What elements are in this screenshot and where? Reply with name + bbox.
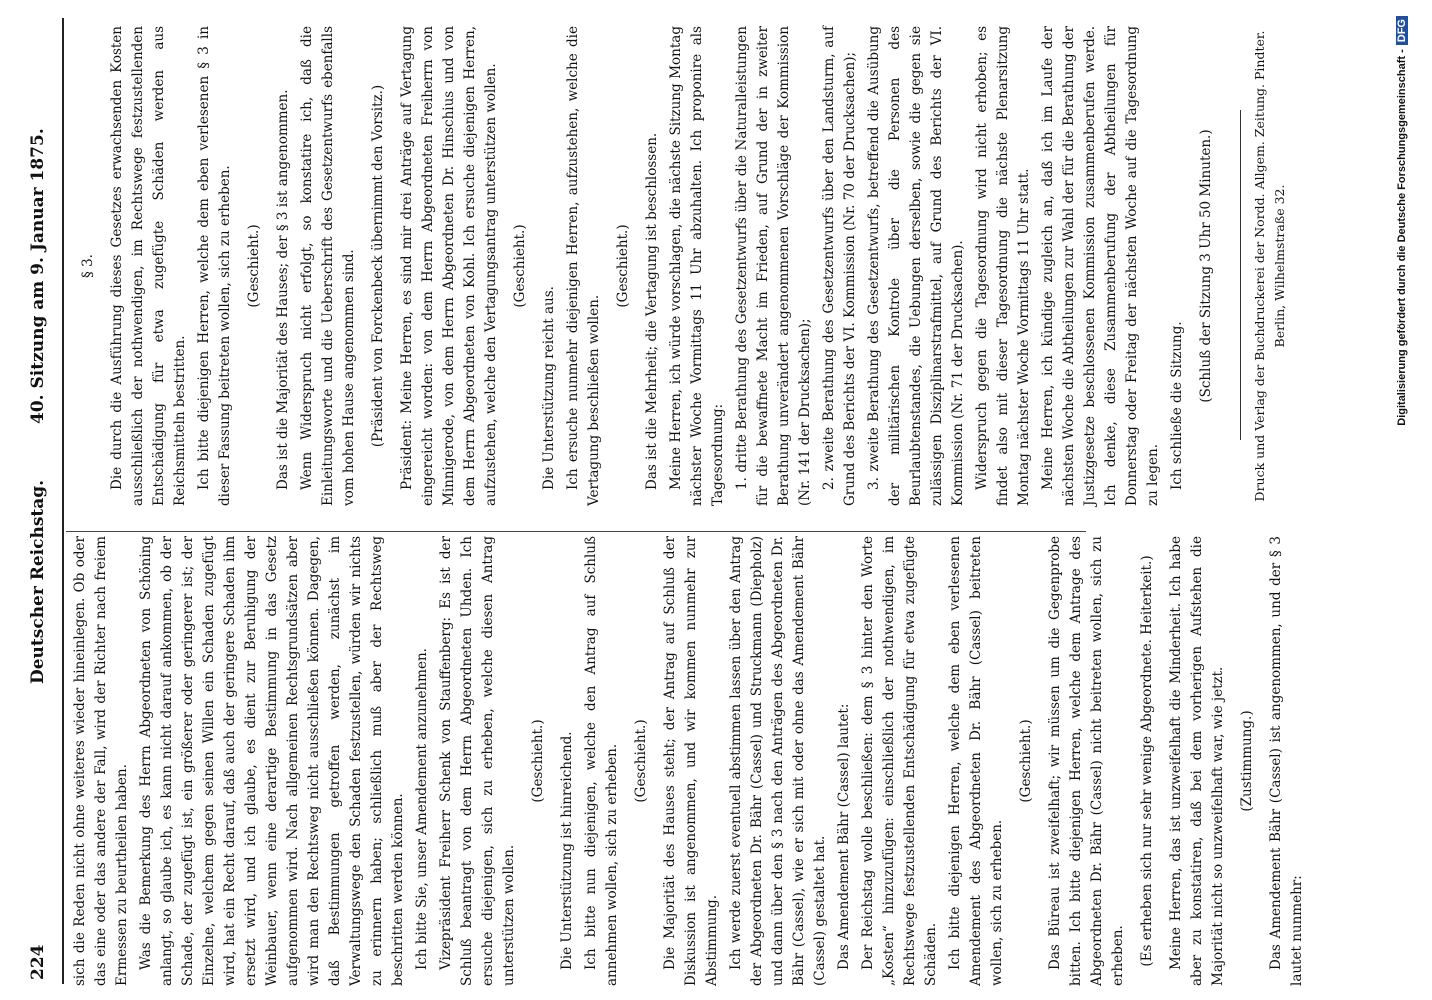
paragraph: Das Amendement Bähr (Cassel) ist angenommen, und der § 3 lautet nunmehr: (1268, 536, 1305, 986)
stage-direction: (Geschieht.) (633, 719, 649, 803)
paragraph: Ich bitte Sie, unser Amendement anzunehmen. (414, 648, 430, 970)
imprint-line: Druck und Verlag der Buchdruckerei der Nordd. Allgem. Zeitung. Pindter. (1252, 30, 1267, 502)
paragraph: Das Büreau ist zweifelhaft; wir müssen um die Gegenprobe bitten. Ich bitte diejenigen Herren, welche dem Antrage des Abgeordneten Dr. Bähr (Cassel) nicht beitreten wollen, sich zu erheben. (1047, 536, 1126, 986)
paragraph: Ich bitte diejenigen Herren, welche dem eben verlesenen § 3 in dieser Fassung beitreten wollen, sich zu erheben. (196, 26, 233, 506)
stage-direction: (Schluß der Sitzung 3 Uhr 50 Minuten.) (1198, 129, 1214, 403)
footer-rule (1240, 110, 1241, 440)
page-header (28, 18, 62, 984)
paragraph: Wenn Widerspruch nicht erfolgt, so konstatire ich, daß die Einleitungsworte und die Ueberschrift des Gesetzentwurfs ebenfalls vom hohen Hause angenommen sind. (299, 26, 357, 506)
imprint (1250, 26, 1290, 506)
stage-direction: (Geschieht.) (1018, 719, 1034, 803)
left-column (70, 536, 1305, 986)
agenda-item: 3. zweite Berathung des Gesetzentwurfs, betreffend die Ausübung der militärischen Kontrole über die Personen des Beurlaubtenstandes, die Uebungen derselben, sowie die gegen sie zulässigen Disziplinarstrafmittel, auf Grund des Berichts der VI. Kommission (Nr. 71 der Drucksachen). (866, 26, 966, 506)
paragraph: Die Unterstützung reicht aus. (541, 286, 557, 490)
publication-title: Deutscher Reichstag. (28, 479, 48, 684)
stage-direction: (Präsident von Forckenbeck übernimmt den Vorsitz.) (370, 84, 386, 448)
paragraph: Das Amendement Bähr (Cassel) lautet: (836, 703, 852, 970)
paragraph: Widerspruch gegen die Tagesordnung wird nicht erhoben; es findet also mit dieser Tagesordnung die nächste Plenarsitzung Montag nächster Woche Vormittags 11 Uhr statt. (974, 26, 1032, 506)
session-title: 40. Sitzung am 9. Januar 1875. (28, 128, 48, 424)
paragraph: Ich schließe die Sitzung. (1169, 321, 1185, 490)
stage-direction: (Es erheben sich nur sehr wenige Abgeordnete. Heiterkeit.) (1139, 555, 1155, 967)
paragraph: Ich bitte nun diejenigen, welche den Antrag auf Schluß annehmen wollen, sich zu erheben. (583, 536, 620, 986)
paragraph: Ich ersuche nunmehr diejenigen Herren, aufzustehen, welche die Vertagung beschließen wollen. (565, 26, 602, 506)
paragraph: Ich bitte diejenigen Herren, welche dem eben verlesenen Amendement des Abgeordneten Dr. Bähr (Cassel) beitreten wollen, sich zu erheben. (947, 536, 1005, 986)
paragraph: sich die Reden nicht ohne weiteres wieder hineinlegen. Ob oder das eine oder das andere der Fall, wird der Richter nach freiem Ermessen zu beurtheilen haben. (72, 536, 130, 986)
agenda-item: 2. zweite Berathung des Gesetzentwurfs über den Landsturm, auf Grund des Berichts der VI. Kommission (Nr. 70 der Drucksachen); (821, 26, 858, 506)
digitization-note (1396, 16, 1408, 976)
page-number: 224 (28, 944, 48, 980)
paragraph: Der Reichstag wolle beschließen: dem § 3 hinter den Worte „Kosten“ hinzuzufügen: einschließlich der nothwendigen, im Rechtswege festzustellenden Entschädigung für etwa zugefügte Schäden. (860, 536, 939, 986)
paragraph: Die durch die Ausführung dieses Gesetzes erwachsenden Kosten ausschließlich der nothwendigen, im Rechtswege festzustellenden Entschädigung für etwa zugefügte Schäden werden aus Reichsmitteln bestritten. (109, 26, 188, 506)
paragraph: Das ist die Mehrheit; die Vertagung ist beschlossen. (644, 132, 660, 490)
stage-direction: (Geschieht.) (530, 719, 546, 803)
stage-direction: (Geschieht.) (615, 224, 631, 308)
paragraph: Was die Bemerkung des Herrn Abgeordneten von Schöning anlangt, so glaube ich, es kann nicht darauf ankommen, ob der Schade, der zugefügt ist, ein größerer oder geringerer ist; der Einzelne, welchem gegen seinen Willen ein Schaden zugefügt wird, hat ein Recht darauf, daß auch der geringere Schaden ihm ersetzt wird, und ich glaube, es dient zur Beruhigung der Weinbauer, wenn eine derartige Bestimmung in das Gesetz aufgenommen wird. Nach allgemeinen Rechtsgrundsätzen aber wird man den Rechtsweg nicht ausschließen können. Dagegen, daß Bestimmungen getroffen werden, zunächst im Verwaltungswege den Schaden festzustellen, würden wir nichts zu erinnern haben; schließlich muß aber der Rechtsweg beschritten werden können. (138, 536, 406, 986)
paragraph: Vizepräsident Freiherr Schenk von Stauffenberg: Es ist der Schluß beantragt von dem Herrn Abgeordneten Uhden. Ich ersuche diejenigen, sich zu erheben, welche diesen Antrag unterstützen wollen. (438, 536, 517, 986)
dfg-logo: DFG (1396, 16, 1408, 45)
paragraph: Präsident: Meine Herren, es sind mir drei Anträge auf Vertagung eingereicht worden: von dem Herrn Abgeordneten Freiherrn von Minnigerode, von dem Herrn Abgeordneten Dr. Hinschius und von dem Herrn Abgeordneten von Kohl. Ich ersuche diejenigen Herren, aufzustehen, welche den Vertagungsantrag unterstützen wollen. (399, 26, 499, 506)
column-divider (66, 531, 1086, 532)
paragraph: Die Unterstützung ist hinreichend. (559, 731, 575, 970)
imprint-line: Berlin, Wilhelmstraße 32. (1272, 184, 1287, 348)
paragraph: Die Majorität des Hauses steht; der Antrag auf Schluß der Diskussion ist angenommen, und wir kommen nunmehr zur Abstimmung. (662, 536, 720, 986)
agenda-item: 1. dritte Berathung des Gesetzentwurfs über die Naturalleistungen für die bewaffnete Macht im Frieden, auf Grund der in zweiter Berathung unverändert angenommenen Vorschläge der Kommission (Nr. 141 der Drucksachen); (734, 26, 813, 506)
paragraph: Meine Herren, das ist unzweifelhaft die Minderheit. Ich habe aber zu konstatiren, daß bei dem vorherigen Aufstehen die Majorität nicht so unzweifelhaft war, wie jetzt. (1168, 536, 1226, 986)
stage-direction: (Zustimmung.) (1239, 710, 1255, 812)
paragraph: Ich werde zuerst eventuell abstimmen lassen über den Antrag der Abgeordneten Dr. Bähr (Cassel) und Struckmann (Diepholz) und dann über den § 3 nach den Anträgen des Abgeordneten Dr. Bähr (Cassel), wie er sich mit oder ohne das Amendement Bähr (Cassel) gestaltet hat. (728, 536, 828, 986)
header-rule (62, 18, 64, 984)
stage-direction: (Geschieht.) (246, 224, 262, 308)
digitization-text: Digitalisierung gefördert durch die Deutsche Forschungsgemeinschaft - (1396, 49, 1408, 426)
paragraph: Das ist die Majorität des Hauses; der § 3 ist angenommen. (275, 89, 291, 490)
section-heading: § 3. (80, 254, 96, 278)
paragraph: Meine Herren, ich kündige zugleich an, daß ich im Laufe der nächsten Woche die Abtheilungen zur Wahl der für die Berathung der Justizgesetze beschlossenen Kommission zusammenberufen werde. Ich denke, diese Zusammenberufung der Abtheilungen für Donnerstag oder Freitag der nächsten Woche auf die Tagesordnung zu legen. (1040, 26, 1161, 506)
stage-direction: (Geschieht.) (512, 224, 528, 308)
paragraph: Meine Herren, ich würde vorschlagen, die nächste Sitzung Montag nächster Woche Vormittags 11 Uhr abzuhalten. Ich proponire als Tagesordnung: (668, 26, 726, 506)
right-column (70, 26, 1320, 506)
